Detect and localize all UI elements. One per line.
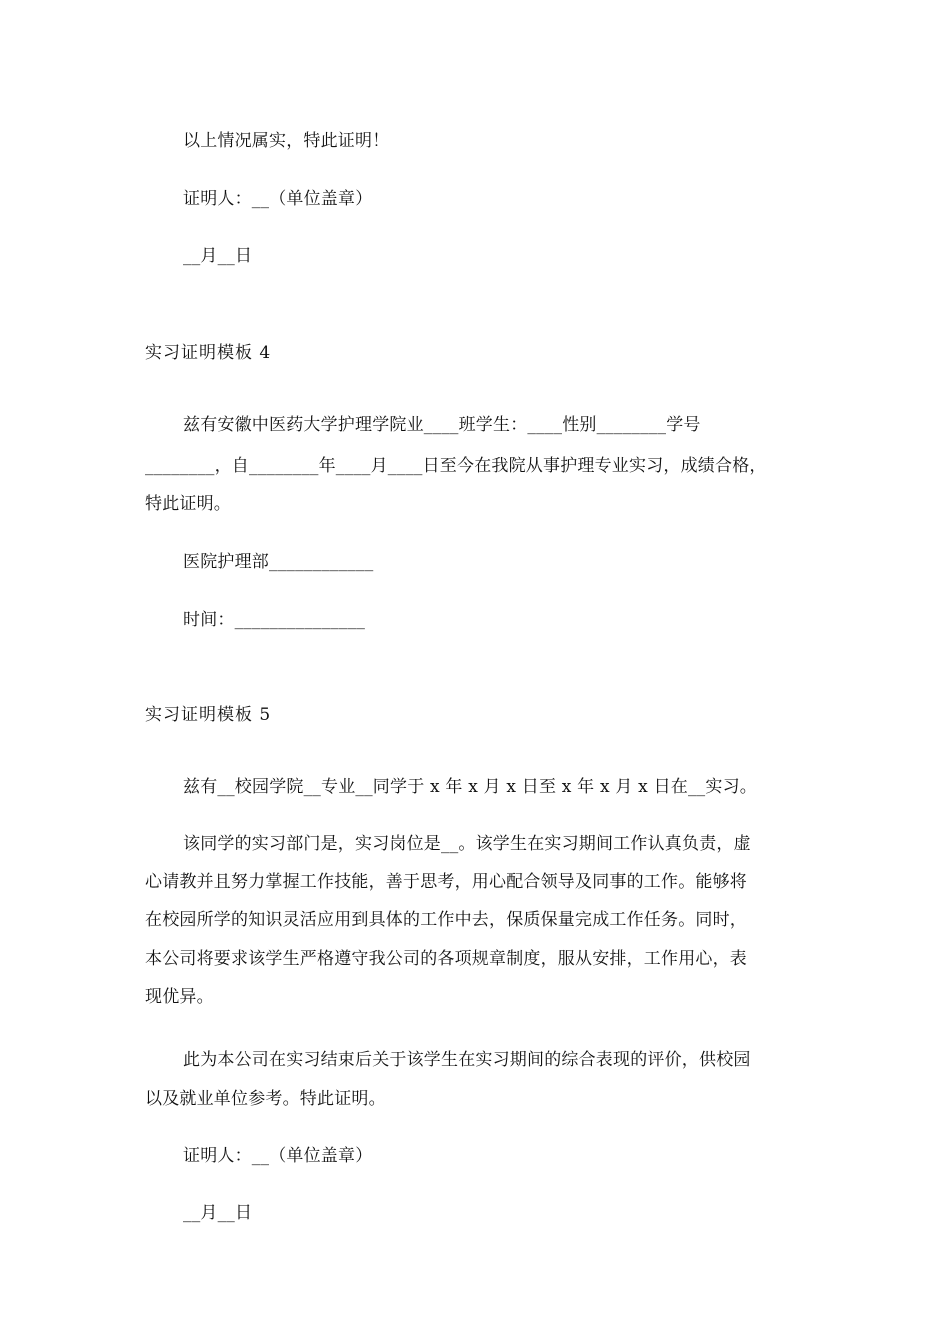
section-heading-4: 实习证明模板 4: [145, 343, 272, 363]
date-line: __月__日: [183, 246, 253, 266]
body-line: 兹有安徽中医药大学护理学院业____班学生：____性别________学号: [183, 415, 701, 435]
closing-statement: 以上情况属实，特此证明！: [183, 131, 390, 151]
body-line: 该同学的实习部门是，实习岗位是__。该学生在实习期间工作认真负责，虚: [183, 834, 751, 854]
body-line: 心请教并且努力掌握工作技能，善于思考，用心配合领导及同事的工作。能够将: [145, 872, 747, 892]
section-heading-5: 实习证明模板 5: [145, 705, 272, 725]
date-line: __月__日: [183, 1203, 253, 1223]
certifier-line: 证明人：__（单位盖章）: [183, 1146, 373, 1166]
body-line: 现优异。: [145, 987, 214, 1007]
intro-line: 兹有__校园学院__专业__同学于 x 年 x 月 x 日至 x 年 x 月 x 日在__实习。: [183, 777, 757, 797]
time-line: 时间：_______________: [183, 610, 366, 630]
body-line: 在校园所学的知识灵活应用到具体的工作中去，保质保量完成工作任务。同时，: [145, 910, 747, 930]
dept-line: 医院护理部____________: [183, 552, 374, 572]
body-line: 此为本公司在实习结束后关于该学生在实习期间的综合表现的评价，供校园: [183, 1050, 751, 1070]
body-line: 以及就业单位参考。特此证明。: [145, 1089, 386, 1109]
body-line: ________，自________年____月____日至今在我院从事护理专业实习，成绩合格，: [145, 456, 767, 476]
body-line: 特此证明。: [145, 494, 231, 514]
certifier-line: 证明人：__（单位盖章）: [183, 189, 373, 209]
body-line: 本公司将要求该学生严格遵守我公司的各项规章制度，服从安排，工作用心，表: [145, 949, 747, 969]
